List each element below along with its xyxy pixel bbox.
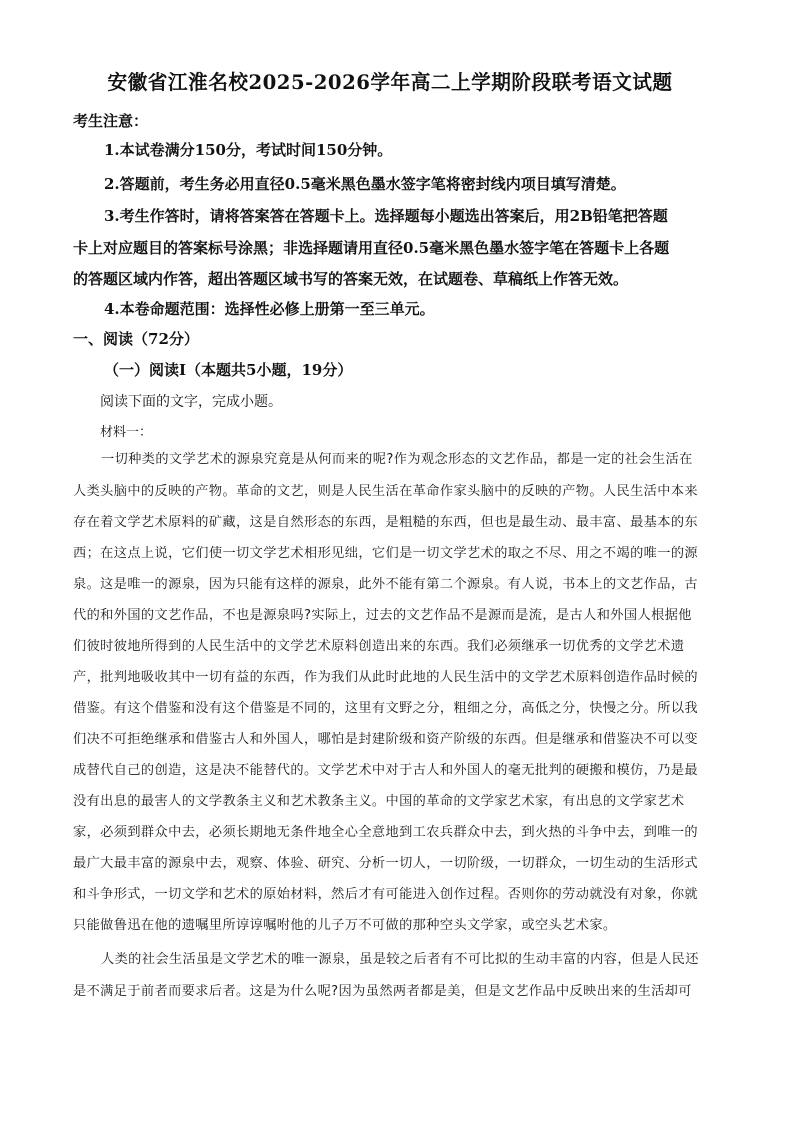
notice-item-1: 1.本试卷满分150分，考试时间150分钟。: [104, 141, 393, 159]
passage-line: 存在着文学艺术原料的矿藏，这是自然形态的东西，是粗糙的东西，但也是最生动、最丰富、最基本的东: [73, 515, 699, 530]
passage-line: 家，必须到群众中去，必须长期地无条件地全心全意地到工农兵群众中去，到火热的斗争中去，到唯一的: [73, 825, 699, 840]
passage-line: 和斗争形式，一切文学和艺术的原始材料，然后才有可能进入创作过程。否则你的劳动就没有对象，你就: [73, 887, 699, 902]
notice-item-3-line-3: 的答题区域内作答，超出答题区域书写的答案无效，在试题卷、草稿纸上作答无效。: [73, 270, 629, 288]
passage-line: 产，批判地吸收其中一切有益的东西，作为我们从此时此地的人民生活中的文学艺术原料创造作品时候的: [73, 670, 699, 685]
passage-line: 只能做鲁迅在他的遗嘱里所谆谆嘱咐他的儿子万不可做的那种空头文学家，或空头艺术家。: [73, 918, 617, 933]
section-heading: 一、阅读（72分）: [73, 330, 199, 348]
passage-line: 是不满足于前者而要求后者。这是为什么呢?因为虽然两者都是美，但是文艺作品中反映出来的生活却可: [73, 984, 692, 999]
passage-line: 借鉴。有这个借鉴和没有这个借鉴是不同的，这里有文野之分，粗细之分，高低之分，快慢之分。所以我: [73, 701, 699, 716]
notice-item-4: 4.本卷命题范围：选择性必修上册第一至三单元。: [104, 300, 435, 318]
passage-line: 代的和外国的文艺作品，不也是源泉吗?实际上，过去的文艺作品不是源而是流，是古人和外国人根据他: [73, 608, 692, 623]
passage-line: 们彼时彼地所得到的人民生活中的文学艺术原料创造出来的东西。我们必须继承一切优秀的文学艺术遗: [73, 639, 685, 654]
passage-line: 一切种类的文学艺术的源泉究竟是从何而来的呢?作为观念形态的文艺作品，都是一定的社会生活在: [101, 452, 693, 467]
material-label: 材料一：: [100, 425, 153, 440]
reading-passage: [73, 448, 721, 1008]
passage-line: 最广大最丰富的源泉中去，观察、体验、研究、分析一切人，一切阶级，一切群众，一切生动的生活形式: [73, 856, 699, 871]
notice-item-3-line-2: 卡上对应题目的答案标号涂黑；非选择题请用直径0.5毫米黑色墨水签字笔在答题卡上各题: [73, 239, 670, 257]
passage-line: 成替代自己的创造，这是决不能替代的。文学艺术中对于古人和外国人的毫无批判的硬搬和模仿，乃是最: [73, 763, 699, 778]
passage-line: 人类头脑中的反映的产物。革命的文艺，则是人民生活在革命作家头脑中的反映的产物。人民生活中本来: [73, 484, 699, 499]
subsection-heading: （一）阅读Ⅰ（本题共5小题，19分）: [104, 361, 353, 379]
page-title: 安徽省江淮名校2025-2026学年高二上学期阶段联考语文试题: [107, 70, 673, 94]
notice-item-3-line-1: 3.考生作答时，请将答案答在答题卡上。选择题每小题选出答案后，用2B铅笔把答题: [104, 207, 668, 225]
passage-line: 人类的社会生活虽是文学艺术的唯一源泉，虽是较之后者有不可比拟的生动丰富的内容，但是人民还: [101, 952, 699, 967]
notice-heading: 考生注意：: [73, 112, 149, 130]
notice-item-2: 2.答题前，考生务必用直径0.5毫米黑色墨水签字笔将密封线内项目填写清楚。: [104, 175, 626, 193]
passage-line: 泉。这是唯一的源泉，因为只能有这样的源泉，此外不能有第二个源泉。有人说，书本上的文艺作品，古: [73, 577, 699, 592]
passage-line: 们决不可拒绝继承和借鉴古人和外国人，哪怕是封建阶级和资产阶级的东西。但是继承和借鉴决不可以变: [73, 732, 699, 747]
passage-line: 西；在这点上说，它们使一切文学艺术相形见绌，它们是一切文学艺术的取之不尽、用之不竭的唯一的源: [73, 546, 699, 561]
passage-line: 没有出息的最害人的文学教条主义和艺术教条主义。中国的革命的文学家艺术家，有出息的文学家艺术: [73, 794, 685, 809]
reading-instruction: 阅读下面的文字，完成小题。: [100, 394, 282, 410]
